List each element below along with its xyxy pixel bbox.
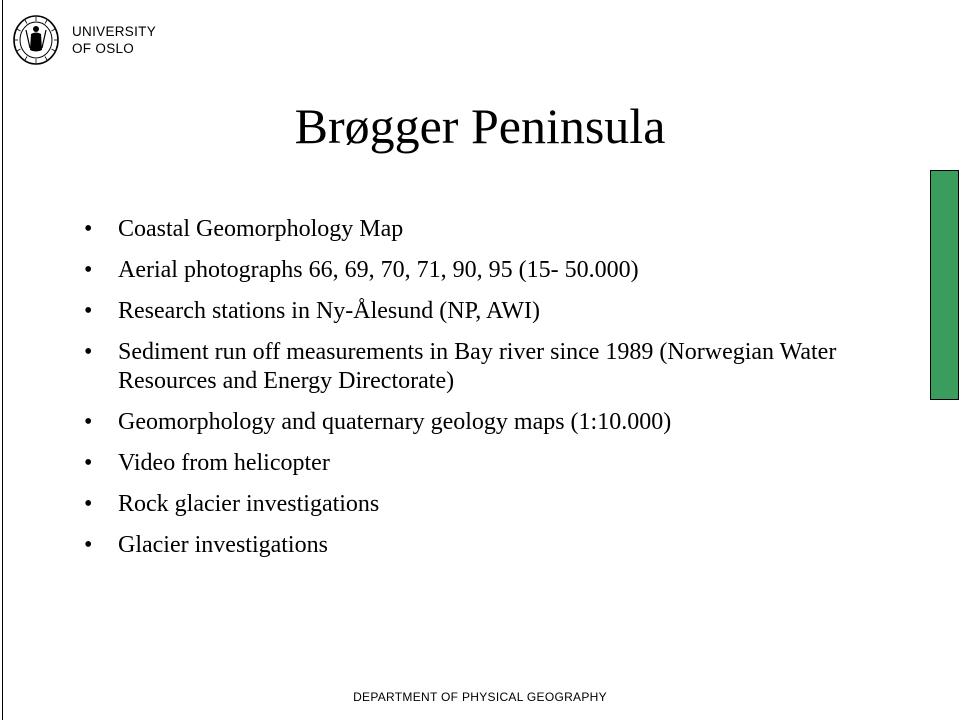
bullet-item [84,338,884,396]
university-name [72,23,156,57]
bullet-marker: • [84,450,93,476]
green-accent-bar [930,170,959,400]
bullet-marker: • [84,216,93,242]
bullet-item [84,408,884,437]
bullet-text: Video from helicopter [118,450,330,476]
university-name-line2: OF OSLO [72,41,135,56]
bullet-text: Aerial photographs 66, 69, 70, 71, 90, 95 (15- 50.000) [118,257,639,283]
footer-department: DEPARTMENT OF PHYSICAL GEOGRAPHY [353,690,607,704]
bullet-item [84,531,884,560]
bullet-marker: • [84,409,93,435]
bullet-marker: • [84,257,93,283]
bullet-marker: • [84,298,93,324]
bullet-item [84,297,884,326]
bullet-text: Geomorphology and quaternary geology maps (1:10.000) [118,409,672,435]
bullet-item [84,256,884,285]
bullet-text: Coastal Geomorphology Map [118,216,404,242]
bullet-marker: • [84,532,93,558]
bullet-marker: • [84,491,93,517]
university-name-line1: UNIVERSITY [72,24,157,39]
bullet-text: Research stations in Ny-Ålesund (NP, AWI) [118,298,541,324]
bullet-item [84,449,884,478]
bullet-text: Rock glacier investigations [118,491,380,517]
bullet-text: Glacier investigations [118,532,328,558]
slide-title: Brøgger Peninsula [294,98,666,154]
bullet-item [84,490,884,519]
bullet-list [84,215,884,572]
bullet-marker: • [84,339,93,365]
university-seal-icon [12,14,60,66]
bullet-text: Sediment run off measurements in Bay river since 1989 (Norwegian Water Resources and Energy Directorate) [118,339,837,394]
bullet-item [84,215,884,244]
